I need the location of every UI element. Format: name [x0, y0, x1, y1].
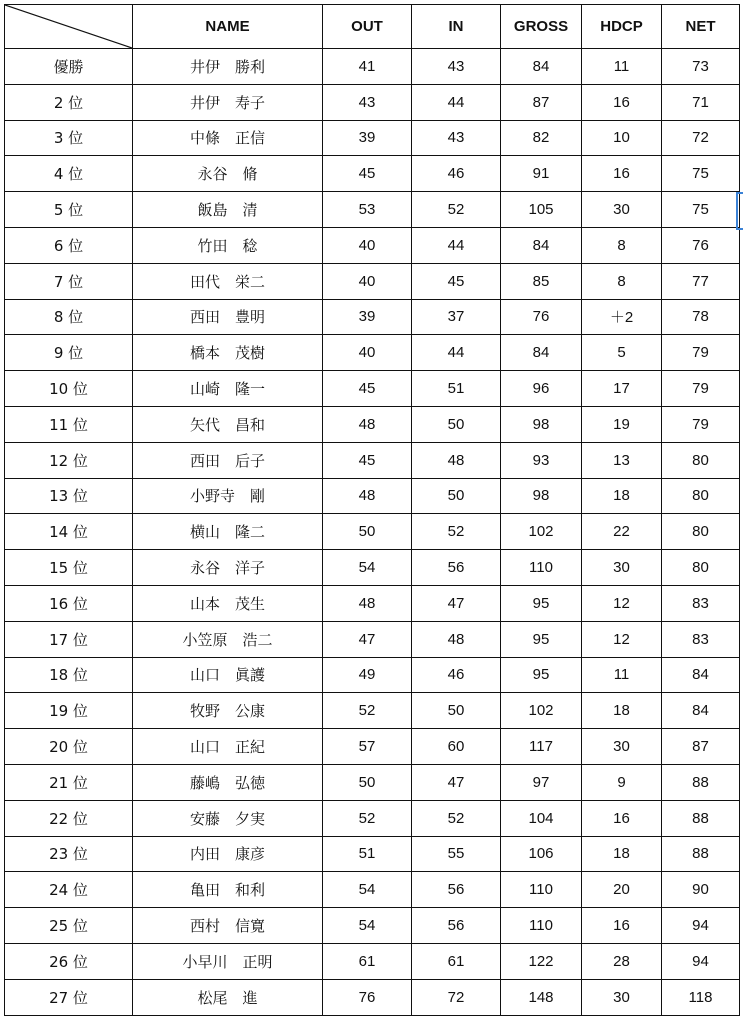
table-row — [5, 442, 740, 478]
net-cell: 118 — [662, 979, 740, 1015]
out-cell: 57 — [323, 729, 412, 765]
table-row — [5, 943, 740, 979]
gross-cell: 122 — [501, 943, 582, 979]
in-cell: 55 — [412, 836, 501, 872]
out-cell: 45 — [323, 156, 412, 192]
hdcp-cell: 11 — [582, 49, 662, 85]
net-cell: 72 — [662, 120, 740, 156]
name-cell: 井伊 勝利 — [133, 49, 323, 85]
table-row — [5, 800, 740, 836]
gross-cell: 97 — [501, 764, 582, 800]
rank-cell: 27 位 — [5, 979, 133, 1015]
gross-cell: 98 — [501, 478, 582, 514]
rank-cell: 14 位 — [5, 514, 133, 550]
name-cell: 矢代 昌和 — [133, 406, 323, 442]
gross-cell: 84 — [501, 49, 582, 85]
in-cell: 50 — [412, 406, 501, 442]
name-cell: 山崎 隆一 — [133, 371, 323, 407]
hdcp-cell: 16 — [582, 84, 662, 120]
table-row — [5, 585, 740, 621]
net-cell: 79 — [662, 406, 740, 442]
out-cell: 76 — [323, 979, 412, 1015]
hdcp-cell: 18 — [582, 478, 662, 514]
rank-cell: 22 位 — [5, 800, 133, 836]
out-cell: 41 — [323, 49, 412, 85]
rank-cell: 25 位 — [5, 908, 133, 944]
name-cell: 小早川 正明 — [133, 943, 323, 979]
net-cell: 84 — [662, 657, 740, 693]
hdcp-cell: 8 — [582, 227, 662, 263]
name-cell: 山口 正紀 — [133, 729, 323, 765]
gross-cell: 102 — [501, 514, 582, 550]
out-cell: 39 — [323, 120, 412, 156]
header-out: OUT — [323, 5, 412, 49]
out-cell: 54 — [323, 872, 412, 908]
gross-cell: 106 — [501, 836, 582, 872]
name-cell: 横山 隆二 — [133, 514, 323, 550]
rank-cell: 16 位 — [5, 585, 133, 621]
net-cell: 80 — [662, 442, 740, 478]
in-cell: 56 — [412, 908, 501, 944]
table-row — [5, 192, 740, 228]
net-cell: 80 — [662, 478, 740, 514]
gross-cell: 98 — [501, 406, 582, 442]
name-cell: 西田 后子 — [133, 442, 323, 478]
in-cell: 37 — [412, 299, 501, 335]
table-row — [5, 729, 740, 765]
in-cell: 48 — [412, 621, 501, 657]
table-row — [5, 49, 740, 85]
in-cell: 47 — [412, 585, 501, 621]
gross-cell: 91 — [501, 156, 582, 192]
table-row — [5, 406, 740, 442]
rank-cell: 19 位 — [5, 693, 133, 729]
gross-cell: 76 — [501, 299, 582, 335]
name-cell: 橋本 茂樹 — [133, 335, 323, 371]
in-cell: 51 — [412, 371, 501, 407]
gross-cell: 84 — [501, 335, 582, 371]
net-cell: 88 — [662, 764, 740, 800]
gross-cell: 117 — [501, 729, 582, 765]
hdcp-cell: 22 — [582, 514, 662, 550]
name-cell: 飯島 清 — [133, 192, 323, 228]
rank-cell: 12 位 — [5, 442, 133, 478]
net-cell: 94 — [662, 943, 740, 979]
table-row — [5, 371, 740, 407]
hdcp-cell: 20 — [582, 872, 662, 908]
rank-cell: 4 位 — [5, 156, 133, 192]
out-cell: 45 — [323, 371, 412, 407]
in-cell: 72 — [412, 979, 501, 1015]
out-cell: 52 — [323, 693, 412, 729]
hdcp-cell: 11 — [582, 657, 662, 693]
net-cell: 79 — [662, 371, 740, 407]
hdcp-cell: ＋2 — [582, 299, 662, 335]
in-cell: 44 — [412, 227, 501, 263]
in-cell: 48 — [412, 442, 501, 478]
header-row — [5, 5, 740, 49]
name-cell: 亀田 和利 — [133, 872, 323, 908]
net-cell: 80 — [662, 514, 740, 550]
rank-cell: 23 位 — [5, 836, 133, 872]
in-cell: 52 — [412, 514, 501, 550]
out-cell: 49 — [323, 657, 412, 693]
out-cell: 52 — [323, 800, 412, 836]
gross-cell: 82 — [501, 120, 582, 156]
name-cell: 田代 栄二 — [133, 263, 323, 299]
header-name: NAME — [133, 5, 323, 49]
net-cell: 78 — [662, 299, 740, 335]
in-cell: 43 — [412, 120, 501, 156]
gross-cell: 87 — [501, 84, 582, 120]
table-body — [5, 49, 740, 1016]
in-cell: 50 — [412, 478, 501, 514]
net-cell: 73 — [662, 49, 740, 85]
out-cell: 48 — [323, 585, 412, 621]
net-cell: 84 — [662, 693, 740, 729]
name-cell: 永谷 脩 — [133, 156, 323, 192]
net-cell: 83 — [662, 621, 740, 657]
gross-cell: 95 — [501, 657, 582, 693]
hdcp-cell: 30 — [582, 550, 662, 586]
hdcp-cell: 17 — [582, 371, 662, 407]
rank-cell: 6 位 — [5, 227, 133, 263]
name-cell: 永谷 洋子 — [133, 550, 323, 586]
hdcp-cell: 18 — [582, 836, 662, 872]
table-row — [5, 550, 740, 586]
in-cell: 52 — [412, 800, 501, 836]
rank-cell: 11 位 — [5, 406, 133, 442]
out-cell: 43 — [323, 84, 412, 120]
out-cell: 39 — [323, 299, 412, 335]
out-cell: 54 — [323, 908, 412, 944]
net-cell: 94 — [662, 908, 740, 944]
name-cell: 井伊 寿子 — [133, 84, 323, 120]
rank-cell: 17 位 — [5, 621, 133, 657]
table-row — [5, 621, 740, 657]
hdcp-cell: 13 — [582, 442, 662, 478]
table-row — [5, 764, 740, 800]
diagonal-line — [5, 5, 132, 48]
name-cell: 山本 茂生 — [133, 585, 323, 621]
table-row — [5, 335, 740, 371]
name-cell: 安藤 夕実 — [133, 800, 323, 836]
gross-cell: 85 — [501, 263, 582, 299]
rank-cell: 15 位 — [5, 550, 133, 586]
header-in: IN — [412, 5, 501, 49]
rank-cell: 13 位 — [5, 478, 133, 514]
header-hdcp: HDCP — [582, 5, 662, 49]
hdcp-cell: 30 — [582, 979, 662, 1015]
table-row — [5, 908, 740, 944]
in-cell: 43 — [412, 49, 501, 85]
in-cell: 56 — [412, 872, 501, 908]
table-row — [5, 156, 740, 192]
gross-cell: 104 — [501, 800, 582, 836]
net-cell: 77 — [662, 263, 740, 299]
gross-cell: 110 — [501, 872, 582, 908]
out-cell: 48 — [323, 406, 412, 442]
net-cell: 80 — [662, 550, 740, 586]
in-cell: 44 — [412, 84, 501, 120]
rank-cell: 26 位 — [5, 943, 133, 979]
results-table — [4, 4, 740, 1016]
in-cell: 50 — [412, 693, 501, 729]
out-cell: 40 — [323, 227, 412, 263]
table-header — [5, 5, 740, 49]
table-row — [5, 478, 740, 514]
table-row — [5, 693, 740, 729]
name-cell: 竹田 稔 — [133, 227, 323, 263]
name-cell: 藤嶋 弘徳 — [133, 764, 323, 800]
gross-cell: 96 — [501, 371, 582, 407]
rank-cell: 21 位 — [5, 764, 133, 800]
out-cell: 40 — [323, 263, 412, 299]
hdcp-cell: 10 — [582, 120, 662, 156]
rank-cell: 2 位 — [5, 84, 133, 120]
hdcp-cell: 16 — [582, 908, 662, 944]
in-cell: 45 — [412, 263, 501, 299]
out-cell: 53 — [323, 192, 412, 228]
header-net: NET — [662, 5, 740, 49]
hdcp-cell: 18 — [582, 693, 662, 729]
rank-cell: 3 位 — [5, 120, 133, 156]
name-cell: 山口 眞護 — [133, 657, 323, 693]
gross-cell: 105 — [501, 192, 582, 228]
hdcp-cell: 28 — [582, 943, 662, 979]
hdcp-cell: 5 — [582, 335, 662, 371]
table-row — [5, 657, 740, 693]
table-row — [5, 299, 740, 335]
in-cell: 61 — [412, 943, 501, 979]
out-cell: 51 — [323, 836, 412, 872]
rank-cell: 20 位 — [5, 729, 133, 765]
table-row — [5, 514, 740, 550]
gross-cell: 110 — [501, 550, 582, 586]
rank-cell: 24 位 — [5, 872, 133, 908]
net-cell: 76 — [662, 227, 740, 263]
in-cell: 46 — [412, 657, 501, 693]
table-row — [5, 263, 740, 299]
header-gross: GROSS — [501, 5, 582, 49]
table-row — [5, 227, 740, 263]
in-cell: 47 — [412, 764, 501, 800]
name-cell: 西田 豊明 — [133, 299, 323, 335]
out-cell: 61 — [323, 943, 412, 979]
hdcp-cell: 30 — [582, 192, 662, 228]
name-cell: 牧野 公康 — [133, 693, 323, 729]
net-cell: 75 — [662, 156, 740, 192]
rank-cell: 5 位 — [5, 192, 133, 228]
hdcp-cell: 16 — [582, 800, 662, 836]
name-cell: 西村 信寛 — [133, 908, 323, 944]
in-cell: 52 — [412, 192, 501, 228]
gross-cell: 95 — [501, 585, 582, 621]
hdcp-cell: 12 — [582, 621, 662, 657]
in-cell: 56 — [412, 550, 501, 586]
hdcp-cell: 30 — [582, 729, 662, 765]
hdcp-cell: 12 — [582, 585, 662, 621]
name-cell: 小野寺 剛 — [133, 478, 323, 514]
gross-cell: 93 — [501, 442, 582, 478]
rank-cell: 8 位 — [5, 299, 133, 335]
net-cell: 90 — [662, 872, 740, 908]
out-cell: 50 — [323, 764, 412, 800]
table-row — [5, 836, 740, 872]
gross-cell: 110 — [501, 908, 582, 944]
net-cell: 88 — [662, 836, 740, 872]
rank-cell: 優勝 — [5, 49, 133, 85]
corner-diagonal-cell — [5, 5, 133, 49]
in-cell: 60 — [412, 729, 501, 765]
hdcp-cell: 8 — [582, 263, 662, 299]
out-cell: 54 — [323, 550, 412, 586]
net-cell: 71 — [662, 84, 740, 120]
net-cell: 79 — [662, 335, 740, 371]
net-cell: 83 — [662, 585, 740, 621]
net-cell: 75 — [662, 192, 740, 228]
name-cell: 中條 正信 — [133, 120, 323, 156]
hdcp-cell: 19 — [582, 406, 662, 442]
out-cell: 48 — [323, 478, 412, 514]
out-cell: 45 — [323, 442, 412, 478]
gross-cell: 84 — [501, 227, 582, 263]
out-cell: 40 — [323, 335, 412, 371]
table-row — [5, 84, 740, 120]
in-cell: 44 — [412, 335, 501, 371]
table-row — [5, 120, 740, 156]
hdcp-cell: 9 — [582, 764, 662, 800]
gross-cell: 95 — [501, 621, 582, 657]
selection-edge-marker — [736, 192, 743, 230]
in-cell: 46 — [412, 156, 501, 192]
rank-cell: 7 位 — [5, 263, 133, 299]
out-cell: 47 — [323, 621, 412, 657]
table-row — [5, 872, 740, 908]
name-cell: 松尾 進 — [133, 979, 323, 1015]
rank-cell: 10 位 — [5, 371, 133, 407]
rank-cell: 18 位 — [5, 657, 133, 693]
net-cell: 88 — [662, 800, 740, 836]
name-cell: 小笠原 浩二 — [133, 621, 323, 657]
gross-cell: 102 — [501, 693, 582, 729]
net-cell: 87 — [662, 729, 740, 765]
table-row — [5, 979, 740, 1015]
hdcp-cell: 16 — [582, 156, 662, 192]
out-cell: 50 — [323, 514, 412, 550]
rank-cell: 9 位 — [5, 335, 133, 371]
name-cell: 内田 康彦 — [133, 836, 323, 872]
gross-cell: 148 — [501, 979, 582, 1015]
